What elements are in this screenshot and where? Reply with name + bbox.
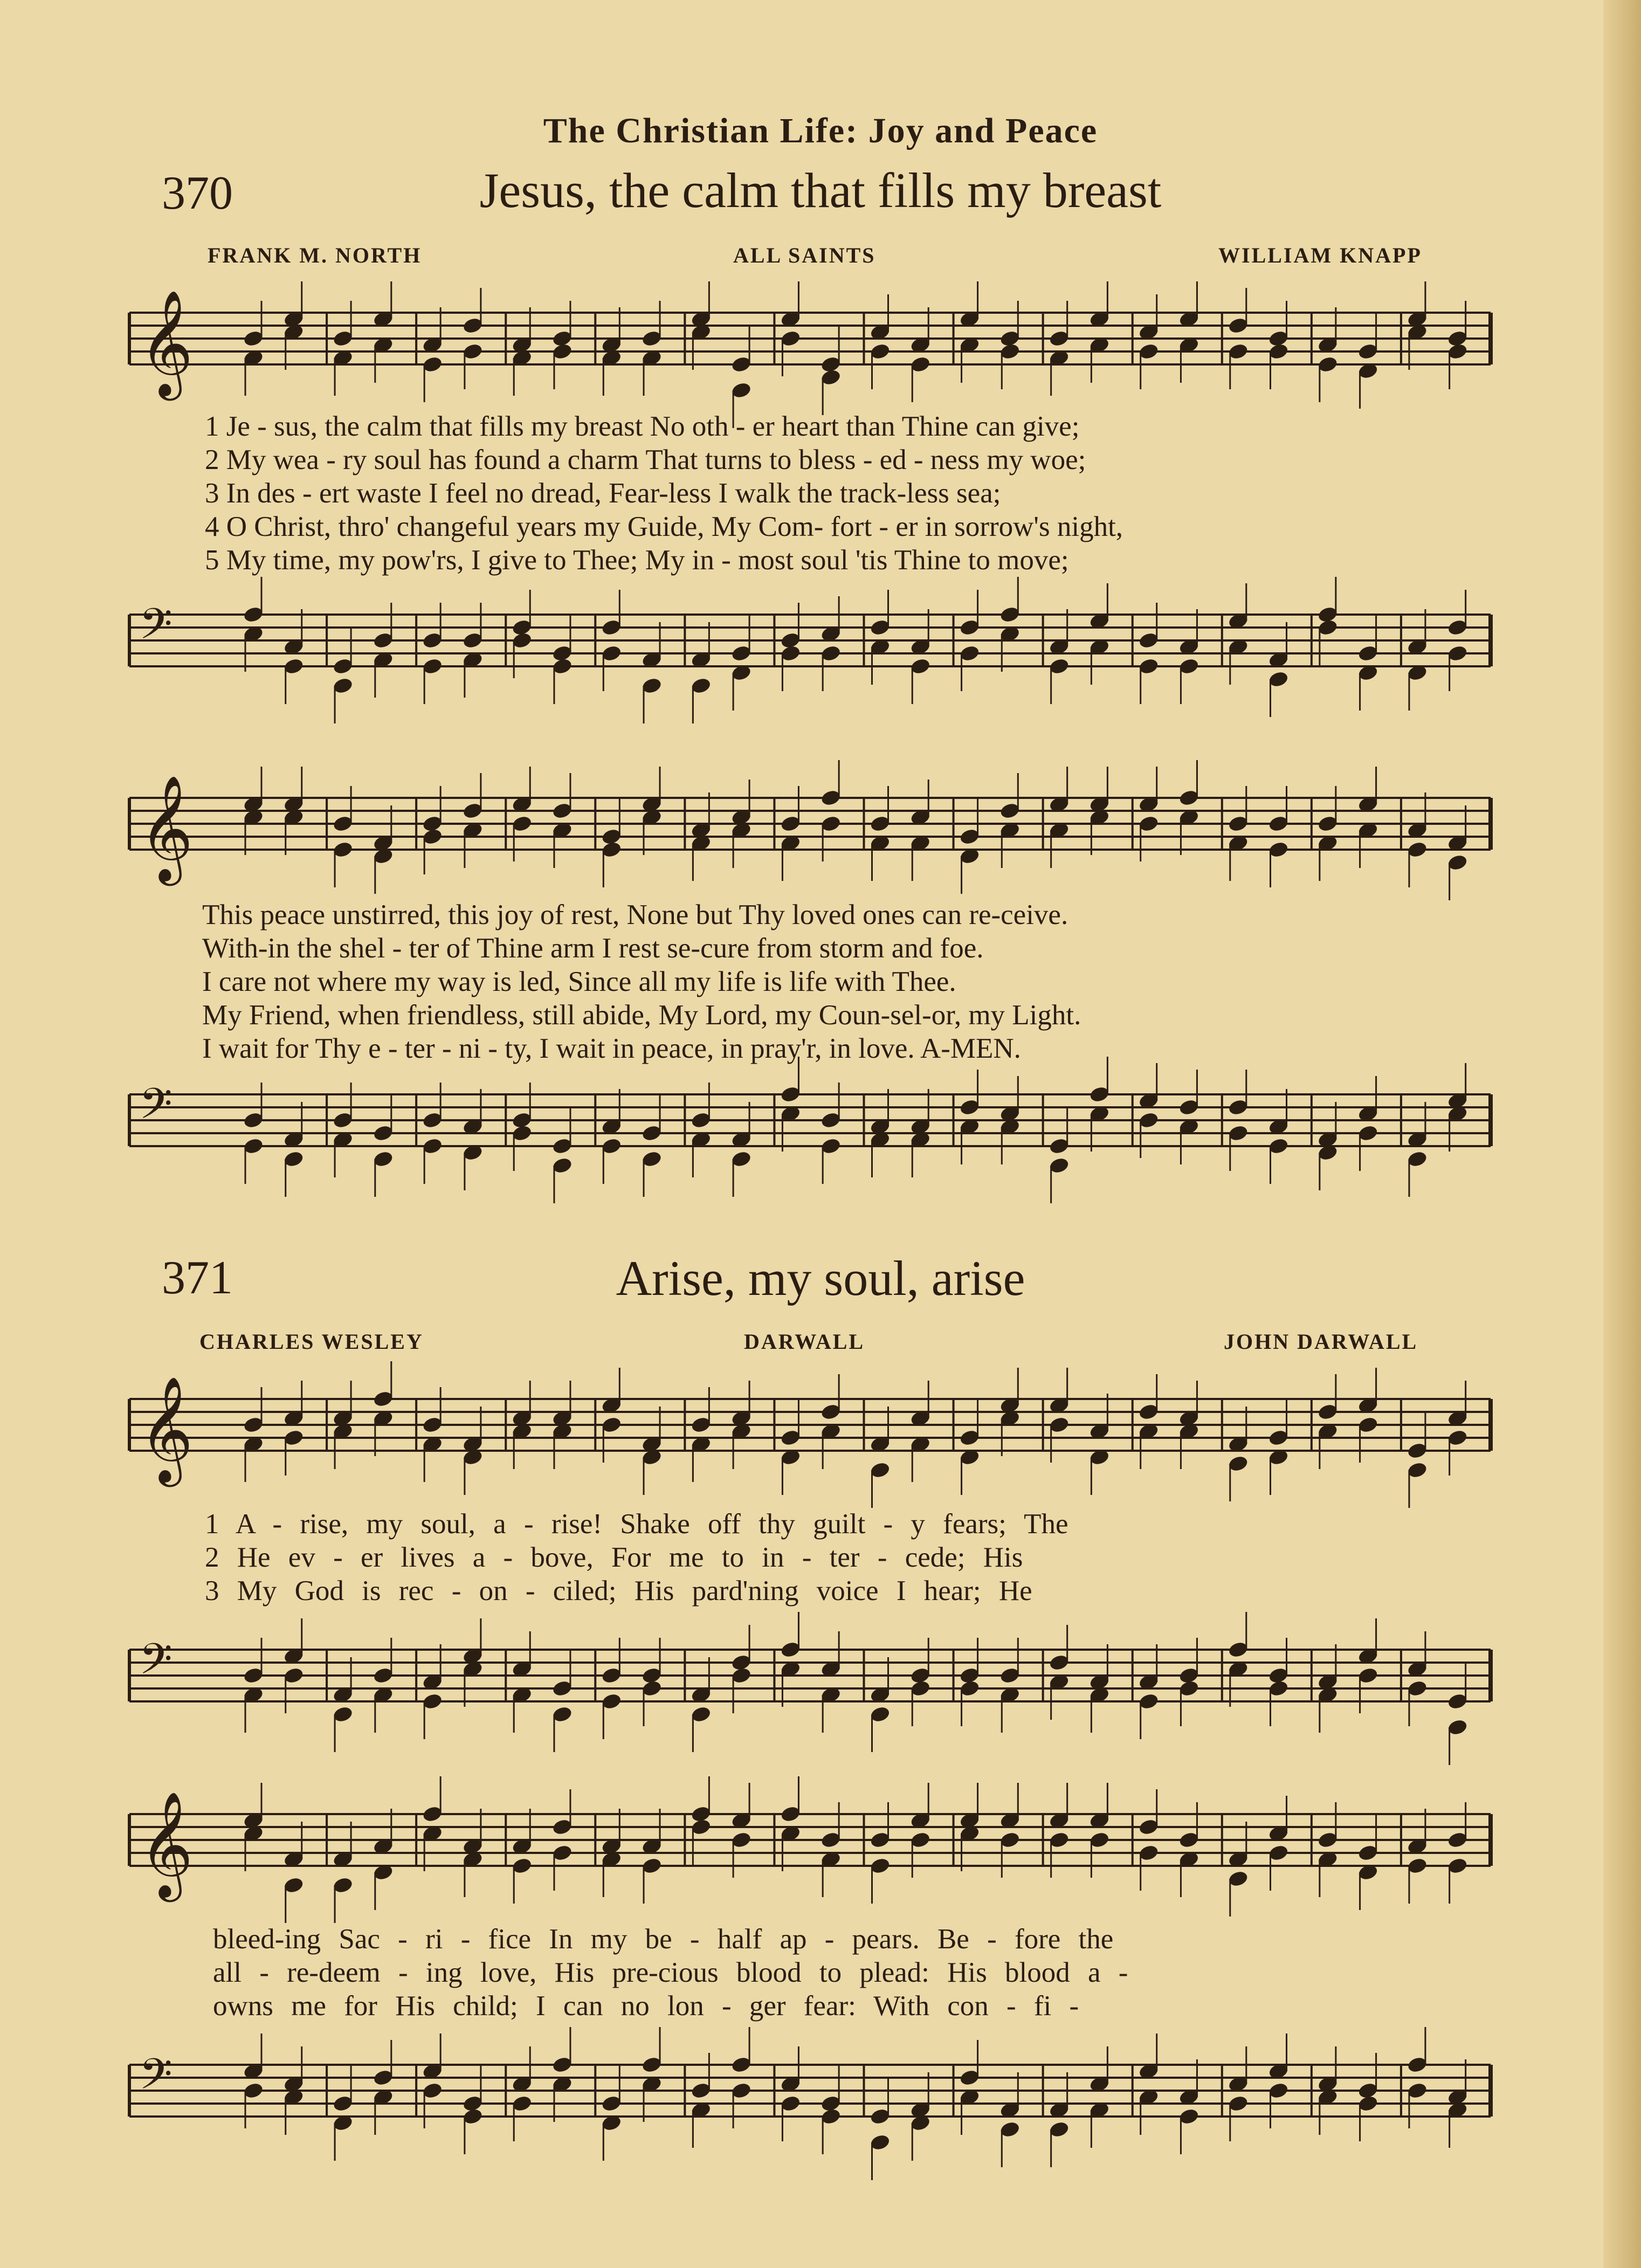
composer-credit: JOHN DARWALL <box>1224 1329 1418 1354</box>
svg-text:𝄞: 𝄞 <box>139 1376 194 1483</box>
tune-name: DARWALL <box>744 1329 865 1354</box>
svg-text:𝄞: 𝄞 <box>139 289 194 396</box>
verse-line: 2 My wea - ry soul has found a charm That turns to bless - ed - ness my woe; <box>205 444 1086 475</box>
music-staff-bass <box>0 1628 1641 1752</box>
verse-line: owns me for His child; I can no lon - ger fear: With con - fi - <box>213 1990 1079 2022</box>
svg-text:𝄢: 𝄢 <box>139 599 173 659</box>
verse-line: 2 He ev - er lives a - bove, For me to in - ter - cede; His <box>205 1542 1023 1573</box>
composer-credit: WILLIAM KNAPP <box>1218 243 1422 267</box>
hymn-title: Jesus, the calm that fills my breast <box>479 163 1162 218</box>
verse-line: I care not where my way is led, Since all my life is life with Thee. <box>202 966 956 997</box>
tune-name: ALL SAINTS <box>733 243 876 267</box>
svg-text:𝄞: 𝄞 <box>139 775 194 881</box>
svg-text:𝄞: 𝄞 <box>139 1791 194 1898</box>
hymn-number: 370 <box>162 167 233 219</box>
svg-text:𝄢: 𝄢 <box>139 1079 173 1139</box>
verse-line: 3 My God is rec - on - ciled; His pard'ning voice I hear; He <box>205 1575 1032 1607</box>
section-header: The Christian Life: Joy and Peace <box>543 111 1098 150</box>
verse-block <box>205 410 1123 577</box>
hymn-title: Arise, my soul, arise <box>616 1251 1025 1306</box>
verse-line: 3 In des - ert waste I feel no dread, Fear-less I walk the track-less sea; <box>205 478 1001 509</box>
svg-text:𝄢: 𝄢 <box>139 1634 173 1694</box>
verse-line: 1 A - rise, my soul, a - rise! Shake off thy guilt - y fears; The <box>205 1508 1068 1540</box>
verse-block <box>202 898 1081 1065</box>
music-staff-treble <box>0 1793 1641 1922</box>
verse-line: bleed-ing Sac - ri - fice In my be - half ap - pears. Be - fore the <box>213 1924 1114 1955</box>
music-staff-treble <box>0 291 1641 420</box>
music-staff-treble <box>0 1377 1641 1507</box>
music-staff-bass <box>0 593 1641 717</box>
verse-block <box>205 1507 1068 1608</box>
verse-block <box>213 1922 1128 2023</box>
music-staff-bass <box>0 2043 1641 2173</box>
music-staff-bass <box>0 1073 1641 1197</box>
verse-line: all - re-deem - ing love, His pre-cious blood to plead: His blood a - <box>213 1957 1128 1988</box>
verse-line: 5 My time, my pow'rs, I give to Thee; My in - most soul 'tis Thine to move; <box>205 544 1069 576</box>
verse-line: This peace unstirred, this joy of rest, None but Thy loved ones can re-ceive. <box>202 899 1068 930</box>
verse-line: I wait for Thy e - ter - ni - ty, I wait in peace, in pray'r, in love. A-MEN. <box>202 1033 1021 1064</box>
author-credit: CHARLES WESLEY <box>199 1329 424 1354</box>
verse-line: With-in the shel - ter of Thine arm I rest se-cure from storm and foe. <box>202 933 984 964</box>
verse-line: 1 Je - sus, the calm that fills my breast No oth - er heart than Thine can give; <box>205 411 1080 442</box>
hymn-number: 371 <box>162 1252 233 1304</box>
music-staff-treble <box>0 776 1641 911</box>
verse-line: 4 O Christ, thro' changeful years my Guide, My Com- fort - er in sorrow's night, <box>205 511 1123 542</box>
verse-line: My Friend, when friendless, still abide, My Lord, my Coun-sel-or, my Light. <box>202 999 1081 1031</box>
author-credit: FRANK M. NORTH <box>208 243 422 267</box>
svg-text:𝄢: 𝄢 <box>139 2049 173 2110</box>
